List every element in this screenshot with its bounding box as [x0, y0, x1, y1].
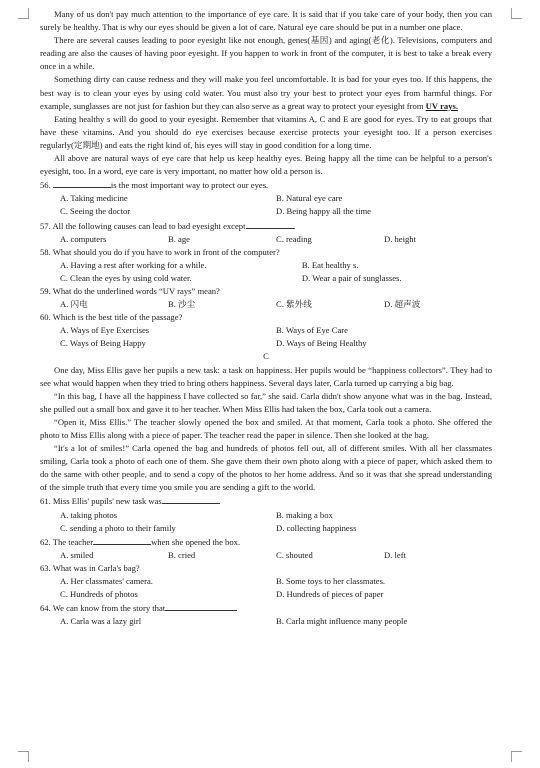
option: A. Her classmates' camera.	[60, 576, 153, 587]
option: C. shouted	[276, 549, 313, 560]
question-60: 60. Which is the best title of the passage?	[40, 312, 183, 323]
passage-b-paragraph: There are several causes leading to poor eyesight like not enough, genes(基因) and aging(老化). Televisions, computers and reading are also the causes of having poor eyesight. If you happen to work in front of the computer, it is best to take a break every once in a while.	[40, 35, 492, 72]
option: C. 紫外线	[276, 299, 312, 310]
options-63	[40, 575, 492, 601]
option: D. Being happy all the time	[276, 206, 371, 217]
option: A. Ways of Eye Exercises	[60, 325, 150, 336]
passage-b-paragraph: Eating healthy s will do good to your eyesight. Remember that vitamins A, C and E are good for eyes. Try to eat groups that have these vitamins. And you should do eye exercises because exercise protects your eyesight too. If a person exercises regularly(定期地) and eats the right kind of, his eyes will stay in good condition for a long time.	[40, 113, 492, 150]
answer-blank	[162, 494, 220, 504]
option: C. Seeing the doctor	[60, 206, 131, 217]
option: B. age	[168, 233, 190, 244]
option: B. cried	[168, 549, 196, 560]
passage-b-paragraph: All above are natural ways of eye care that help us keep healthy eyes. Being happy all the time can be helpful to a person's eyesight, too. In a word, eye care is very important, no matter how old a person is.	[40, 153, 492, 177]
answer-blank	[246, 219, 294, 229]
uv-rays-underlined: UV rays.	[425, 100, 458, 111]
options-59	[40, 298, 492, 311]
option: A. computers	[60, 233, 107, 244]
option: D. left	[384, 549, 406, 560]
question-62: 62. The teacher when she opened the box.	[40, 536, 241, 547]
option: B. 沙尘	[168, 299, 196, 310]
crop-mark-top-left	[18, 8, 29, 19]
passage-c-paragraph: One day, Miss Ellis gave her pupils a new task: a task on happiness. Her pupils would be “happiness collectors”. They had to see what would happen when they tried to bring others happiness. Several days later, Carla turned up carrying a big bag.	[40, 364, 492, 388]
question-56: 56. is the most important way to protect our eyes.	[40, 180, 269, 191]
option: D. collecting happiness	[276, 522, 357, 533]
options-64	[40, 615, 492, 628]
option: B. making a box	[276, 509, 333, 520]
option: C. reading	[276, 233, 312, 244]
option: A. Taking medicine	[60, 193, 128, 204]
options-62	[40, 549, 492, 562]
passage-b-paragraph: Something dirty can cause redness and they will make you feel uncomfortable. It is bad for your eyes too. If this happens, the best way is to clean your eyes by using cold water. You must also try your best to protect your eyes from harmful things. For example, sunglasses are not just for fashion but they can also serve as a great way to protect your eyesight from UV rays.	[40, 74, 492, 111]
question-59: 59. What do the underlined words “UV rays” mean?	[40, 285, 220, 296]
crop-mark-top-right	[511, 8, 522, 19]
crop-mark-bottom-right	[511, 751, 522, 762]
question-64: 64. We can know from the story that	[40, 601, 492, 615]
options-57	[40, 233, 492, 246]
option: A. 闪电	[60, 299, 88, 310]
section-c-heading: C	[263, 351, 269, 362]
option: D. Wear a pair of sunglasses.	[301, 272, 402, 283]
answer-blank	[165, 601, 237, 611]
options-56	[40, 192, 492, 218]
option: C. sending a photo to their family	[60, 522, 176, 533]
option: C. Hundreds of photos	[60, 589, 138, 600]
option: A. Carla was a lazy girl	[60, 616, 142, 627]
answer-blank	[93, 535, 151, 545]
options-60	[40, 324, 492, 350]
crop-mark-bottom-left	[18, 751, 29, 762]
option: D. height	[384, 233, 416, 244]
option: B. Natural eye care	[276, 193, 343, 204]
question-61: 61. Miss Ellis' pupils' new task was	[40, 494, 492, 508]
options-61	[40, 509, 492, 535]
answer-blank	[53, 178, 111, 188]
option: A. smiled	[60, 549, 94, 560]
option: C. Ways of Being Happy	[60, 338, 146, 349]
option: B. Carla might influence many people	[276, 616, 408, 627]
option: C. Clean the eyes by using cold water.	[60, 272, 192, 283]
passage-c-paragraph: “Open it, Miss Ellis.” The teacher slowly opened the box and smiled. At that moment, Carla took a photo. She offered the photo to Miss Ellis along with a piece of paper. The teacher read the paper in silence. Then she looked at the bag.	[40, 416, 492, 440]
question-57: 57. All the following causes can lead to bad eyesight except .	[40, 220, 296, 231]
exam-page	[40, 8, 492, 628]
option: B. Ways of Eye Care	[276, 325, 348, 336]
option: A. taking photos	[60, 509, 118, 520]
passage-b-paragraph: Many of us don't pay much attention to the importance of eye care. It is said that if you take care of your body, then you can surely be healthy. That is why our eyes should be given a lot of care. Natural eye care should be put in a number one place.	[40, 9, 492, 33]
option: A. Having a rest after working for a while.	[60, 259, 207, 270]
option: B. Eat healthy s.	[301, 259, 359, 270]
option: D. 超声波	[384, 299, 421, 310]
options-58	[40, 259, 492, 285]
passage-c-paragraph: “In this bag, I have all the happiness I have collected so far,” she said. Carla didn't show anyone what was in the bag. Instead, she pulled out a small box and gave it to her teacher. When Miss Ellis had taken the box, Carla took out a camera.	[40, 390, 492, 414]
passage-c-paragraph: “It's a lot of smiles!” Carla opened the bag and hundreds of photos fell out, all of different smiles. With all her classmates smiling, Carla took a photo of each one of them. She gave them their own photo along with a piece of paper, which asked them to do the same with other people, and to send a copy of the photos to her home address. And so it was that she spread understanding of the simple truth that every time you smile you are sending a gift to the world.	[40, 443, 492, 493]
question-63: 63. What was in Carla's bag?	[40, 562, 140, 573]
option: D. Ways of Being Healthy	[276, 338, 367, 349]
option: B. Some toys to her classmates.	[276, 576, 386, 587]
question-58: 58. What should you do if you have to work in front of the computer?	[40, 246, 280, 257]
option: D. Hundreds of pieces of paper	[276, 589, 384, 600]
